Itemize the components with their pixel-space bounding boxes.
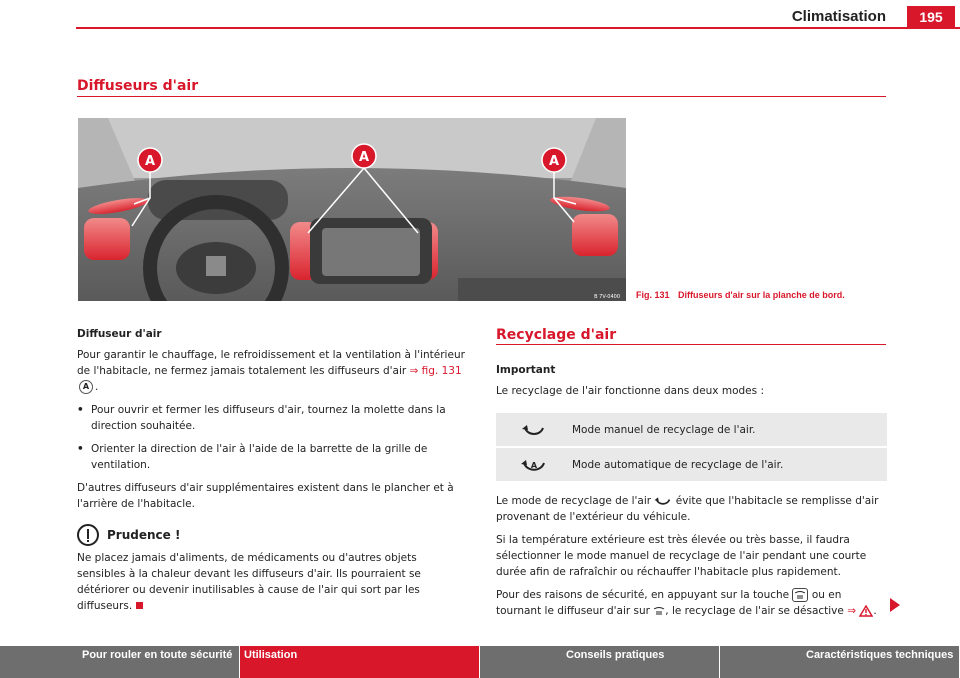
p1-text-a: Le mode de recyclage de l'air: [496, 495, 652, 507]
bullet-dot: •: [77, 443, 84, 455]
caution-title: Prudence !: [107, 528, 181, 542]
bullet-item-2: [77, 441, 465, 473]
section-title-recyclage: Recyclage d'air: [496, 327, 617, 343]
photo-code: B 7V-0400: [594, 294, 620, 300]
auto-recirculation-icon: [496, 447, 572, 481]
end-of-section-marker: [136, 602, 143, 609]
warning-triangle-icon[interactable]: [859, 605, 873, 617]
footer-tab-caracteristiques[interactable]: [720, 646, 960, 678]
footer-tab-utilisation[interactable]: [240, 646, 480, 678]
p3-text-a: Pour des raisons de sécurité, en appuyant sur la touche: [496, 589, 790, 601]
footer-tab-label: Utilisation: [244, 649, 298, 661]
defrost-key-icon: [792, 588, 808, 602]
footer-tab-conseils[interactable]: [480, 646, 720, 678]
svg-text:A: A: [548, 154, 560, 169]
p3-text-b: ou en tournant le diffuseur d'air sur: [496, 589, 842, 617]
caution-text: Ne placez jamais d'aliments, de médicaments ou d'autres objets sensibles à la chaleur devant les diffuseurs d'air. Ils pourraient se détériorer ou devenir inutilisables à cause de l'air qui sort par les diffuseurs.: [77, 552, 421, 612]
svg-text:A: A: [144, 154, 156, 169]
subheading-diffuseur: Diffuseur d'air: [77, 328, 162, 340]
figure-caption: [636, 290, 845, 300]
paragraph-temperature: Si la température extérieure est très élevée ou très basse, il faudra sélectionner le mode manuel de recyclage de l'air pendant une courte durée afin de rafraîchir ou réchauffer l'habitacle plus rapidement.: [496, 534, 867, 578]
p3-text-c: , le recyclage de l'air se désactive: [665, 605, 844, 617]
footer-tab-label: Conseils pratiques: [566, 649, 665, 661]
caution-paragraph: [77, 550, 465, 614]
svg-text:A: A: [358, 150, 370, 165]
windshield-vent-icon: [653, 606, 665, 616]
footer-tab-securite[interactable]: [0, 646, 240, 678]
modes-table: [496, 413, 887, 481]
figure-caption-text: Diffuseurs d'air sur la planche de bord.: [678, 290, 845, 300]
mode-manual-label: Mode manuel de recyclage de l'air.: [572, 423, 756, 436]
p3-end: .: [873, 605, 877, 617]
paragraph-additional-vents: D'autres diffuseurs d'air supplémentaires existent dans le plancher et à l'arrière de l'habitacle.: [77, 482, 454, 510]
recirculation-icon: [654, 496, 672, 506]
figure-number: Fig. 131: [636, 290, 670, 300]
svg-text:A: A: [530, 460, 538, 470]
header-rule: [76, 27, 960, 29]
callout-a-right: [542, 148, 566, 172]
bullet-text-2: Orienter la direction de l'air à l'aide de la barrette de la grille de ventilation.: [91, 443, 428, 471]
warning-reference-arrow[interactable]: ⇒: [847, 605, 857, 617]
bullet-dot: •: [77, 404, 84, 416]
mode-auto-label: Mode automatique de recyclage de l'air.: [572, 447, 887, 481]
table-row: [496, 447, 887, 481]
bullet-item-1: [77, 402, 465, 434]
paragraph-intro: [77, 347, 465, 395]
paragraph-intro-text: Pour garantir le chauffage, le refroidissement et la ventilation à l'intérieur de l'habitacle, ne fermez jamais totalement les diffuseurs d'air: [77, 349, 465, 377]
footer-tab-label: Pour rouler en toute sécurité: [82, 649, 233, 661]
dashboard-figure: [78, 118, 626, 301]
p1-text-b: évite que l'habitacle se remplisse d'air provenant de l'extérieur du véhicule.: [496, 495, 879, 523]
left-column: [77, 326, 465, 621]
footer-tab-label: Caractéristiques techniques: [806, 649, 954, 661]
caution-header: [77, 524, 465, 546]
paragraph-recirculation-mode: [496, 493, 888, 525]
bullet-text-1: Pour ouvrir et fermer les diffuseurs d'air, tournez la molette dans la direction souhaitée.: [91, 404, 446, 432]
page-number: 195: [907, 6, 955, 28]
section-rule-recyclage: [496, 344, 886, 345]
paragraph-intro-end: .: [95, 381, 99, 393]
dashboard-illustration: [78, 118, 626, 301]
paragraph-safety: [496, 587, 888, 619]
paragraph-modes-intro: Le recyclage de l'air fonctionne dans deux modes :: [496, 385, 764, 397]
right-column: [496, 362, 888, 626]
callout-a-left: [138, 148, 162, 172]
footer-nav: [0, 646, 960, 678]
caution-icon: [77, 524, 99, 546]
callout-tag-a: A: [79, 380, 93, 394]
table-row: [496, 413, 887, 447]
section-rule-diffuseurs: [77, 96, 886, 97]
page-header-title: Climatisation: [791, 8, 886, 25]
recirculation-icon: [496, 413, 572, 447]
subheading-important: Important: [496, 364, 556, 376]
next-page-arrow-icon[interactable]: [890, 598, 900, 612]
section-title-diffuseurs: Diffuseurs d'air: [77, 78, 199, 94]
figure-reference-link[interactable]: ⇒ fig. 131: [409, 365, 462, 377]
callout-a-center: [352, 144, 376, 168]
